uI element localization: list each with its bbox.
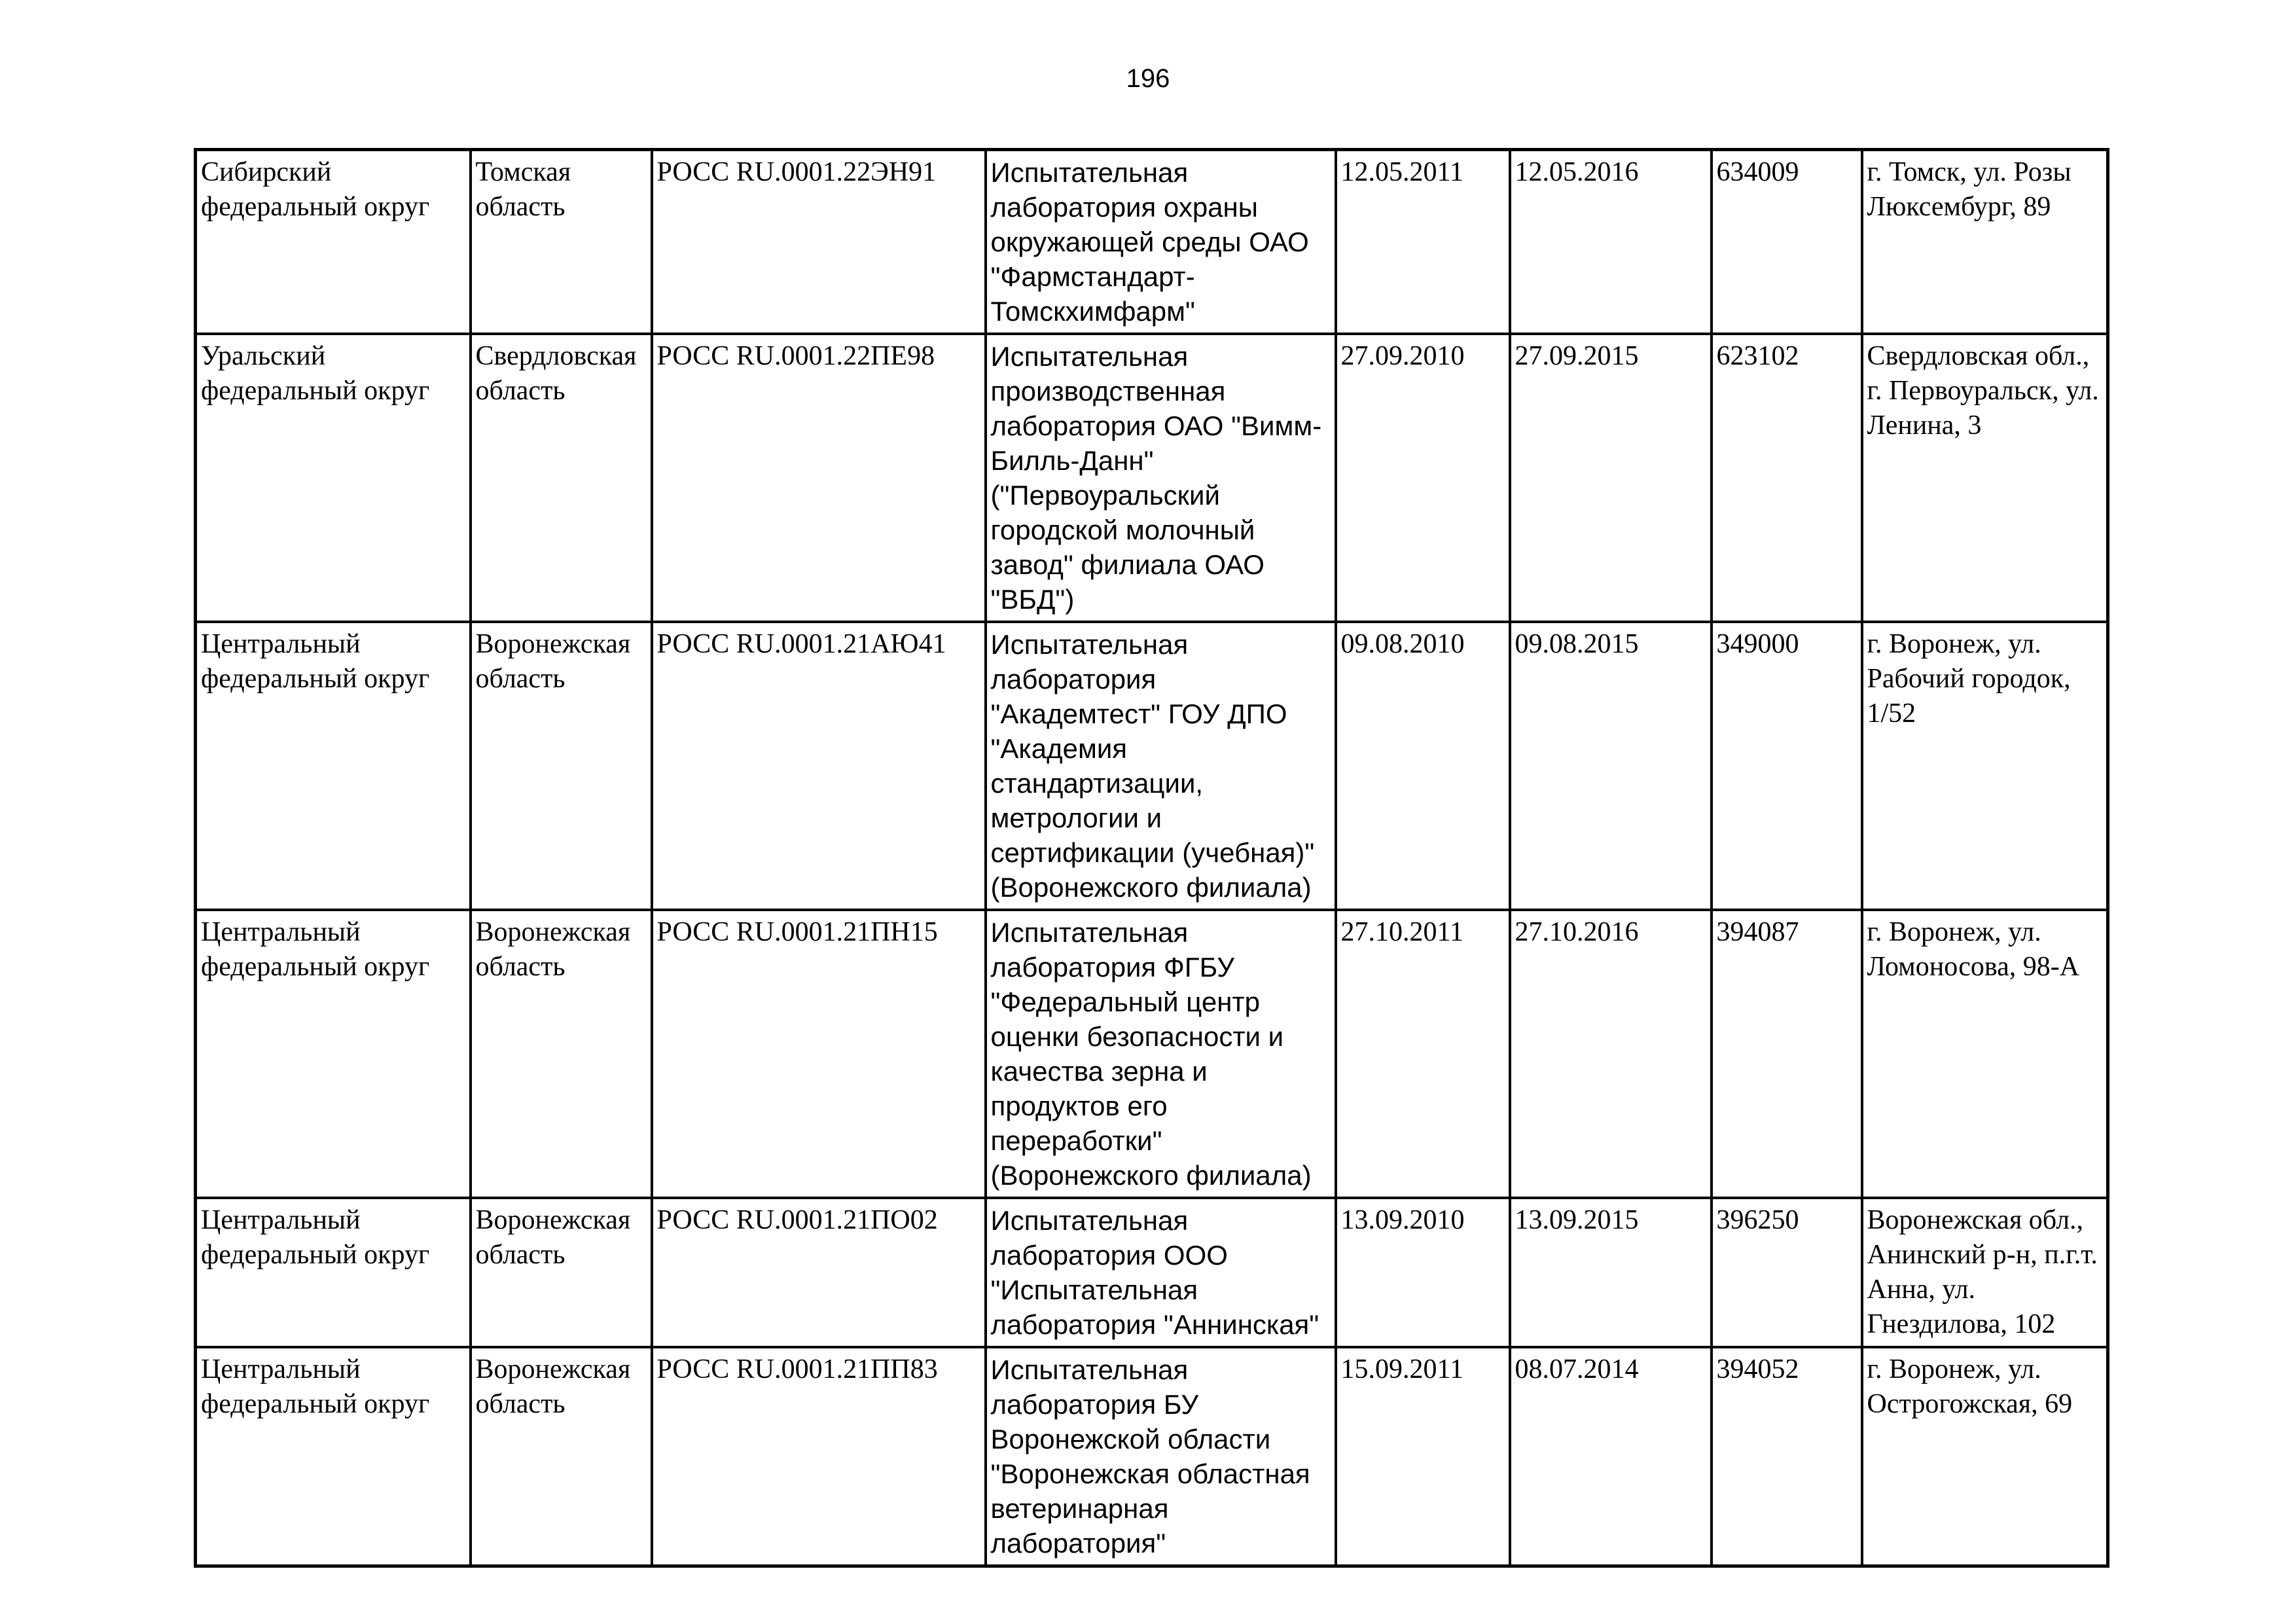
address-cell: Свердловская обл., г. Первоуральск, ул. Ленина, 3 xyxy=(1862,334,2108,622)
table-row xyxy=(196,910,2108,1198)
expiry-date-cell: 27.09.2015 xyxy=(1510,334,1712,622)
certificate-number-cell: РОСС RU.0001.21ПН15 xyxy=(652,910,986,1198)
postcode-cell: 396250 xyxy=(1712,1198,1862,1347)
postcode-cell: 623102 xyxy=(1712,334,1862,622)
federal-district-cell: Центральный федеральный округ xyxy=(196,1347,471,1566)
postcode-cell: 394052 xyxy=(1712,1347,1862,1566)
issue-date-cell: 12.05.2011 xyxy=(1336,150,1510,334)
laboratory-name-cell: Испытательная лаборатория БУ Воронежской области "Воронежская областная ветеринарная лаборатория" xyxy=(986,1347,1336,1566)
laboratory-name-cell: Испытательная производственная лаборатория ОАО "Вимм-Билль-Данн" ("Первоуральский городской молочный завод" филиала ОАО "ВБД") xyxy=(986,334,1336,622)
expiry-date-cell: 13.09.2015 xyxy=(1510,1198,1712,1347)
region-cell: Воронежская область xyxy=(471,622,652,910)
certificate-number-cell: РОСС RU.0001.21ПО02 xyxy=(652,1198,986,1347)
issue-date-cell: 15.09.2011 xyxy=(1336,1347,1510,1566)
federal-district-cell: Центральный федеральный округ xyxy=(196,910,471,1198)
postcode-cell: 634009 xyxy=(1712,150,1862,334)
issue-date-cell: 27.09.2010 xyxy=(1336,334,1510,622)
certificate-number-cell: РОСС RU.0001.21ПП83 xyxy=(652,1347,986,1566)
federal-district-cell: Уральский федеральный округ xyxy=(196,334,471,622)
address-cell: г. Воронеж, ул. Острогожская, 69 xyxy=(1862,1347,2108,1566)
laboratory-registry-table xyxy=(194,148,2109,1568)
federal-district-cell: Центральный федеральный округ xyxy=(196,1198,471,1347)
laboratory-name-cell: Испытательная лаборатория охраны окружающей среды ОАО "Фармстандарт-Томскхимфарм" xyxy=(986,150,1336,334)
address-cell: г. Томск, ул. Розы Люксембург, 89 xyxy=(1862,150,2108,334)
table-row xyxy=(196,622,2108,910)
table-row xyxy=(196,150,2108,334)
laboratory-name-cell: Испытательная лаборатория "Академтест" ГОУ ДПО "Академия стандартизации, метрологии и сертификации (учебная)" (Воронежского филиала) xyxy=(986,622,1336,910)
federal-district-cell: Сибирский федеральный округ xyxy=(196,150,471,334)
expiry-date-cell: 27.10.2016 xyxy=(1510,910,1712,1198)
region-cell: Свердловская область xyxy=(471,334,652,622)
table-row xyxy=(196,1198,2108,1347)
region-cell: Воронежская область xyxy=(471,910,652,1198)
issue-date-cell: 13.09.2010 xyxy=(1336,1198,1510,1347)
region-cell: Воронежская область xyxy=(471,1198,652,1347)
page-number: 196 xyxy=(1126,64,1170,93)
certificate-number-cell: РОСС RU.0001.22ПЕ98 xyxy=(652,334,986,622)
table-row xyxy=(196,334,2108,622)
certificate-number-cell: РОСС RU.0001.22ЭН91 xyxy=(652,150,986,334)
postcode-cell: 394087 xyxy=(1712,910,1862,1198)
postcode-cell: 349000 xyxy=(1712,622,1862,910)
laboratory-name-cell: Испытательная лаборатория ФГБУ "Федеральный центр оценки безопасности и качества зерна и продуктов его переработки" (Воронежского филиала) xyxy=(986,910,1336,1198)
address-cell: г. Воронеж, ул. Рабочий городок, 1/52 xyxy=(1862,622,2108,910)
issue-date-cell: 27.10.2011 xyxy=(1336,910,1510,1198)
address-cell: г. Воронеж, ул. Ломоносова, 98-А xyxy=(1862,910,2108,1198)
expiry-date-cell: 12.05.2016 xyxy=(1510,150,1712,334)
issue-date-cell: 09.08.2010 xyxy=(1336,622,1510,910)
region-cell: Воронежская область xyxy=(471,1347,652,1566)
expiry-date-cell: 09.08.2015 xyxy=(1510,622,1712,910)
address-cell: Воронежская обл., Анинский р-н, п.г.т. Анна, ул. Гнездилова, 102 xyxy=(1862,1198,2108,1347)
laboratory-name-cell: Испытательная лаборатория ООО "Испытательная лаборатория "Аннинская" xyxy=(986,1198,1336,1347)
region-cell: Томская область xyxy=(471,150,652,334)
expiry-date-cell: 08.07.2014 xyxy=(1510,1347,1712,1566)
certificate-number-cell: РОСС RU.0001.21АЮ41 xyxy=(652,622,986,910)
table-row xyxy=(196,1347,2108,1566)
federal-district-cell: Центральный федеральный округ xyxy=(196,622,471,910)
